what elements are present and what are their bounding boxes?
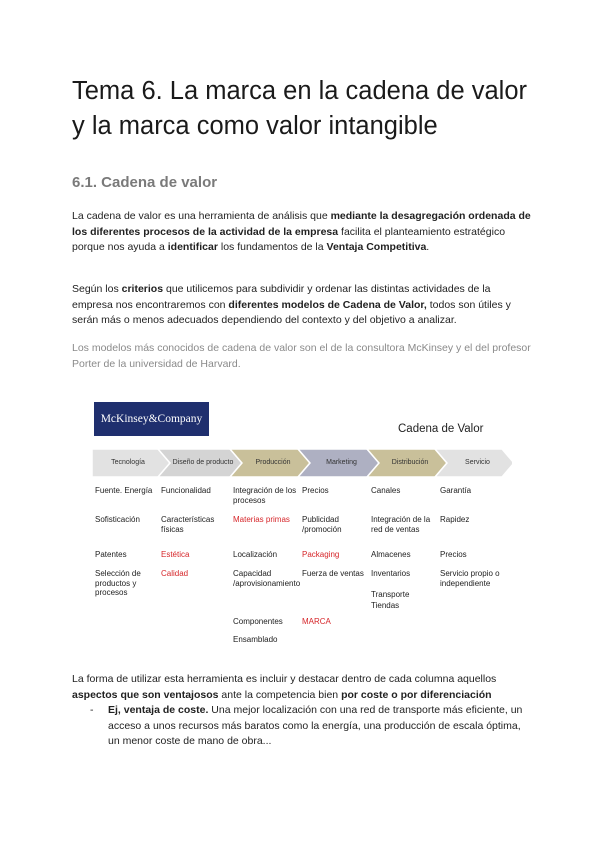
bold-run: identificar bbox=[167, 241, 218, 253]
text-run: La cadena de valor es una herramienta de análisis que bbox=[72, 210, 331, 222]
text-run: todos son útiles y serán más o menos adecuados dependiendo del contexto y del objetivo a analizar. bbox=[72, 298, 511, 326]
value-chain-stage-label: Marketing bbox=[326, 459, 357, 466]
bullet-list bbox=[72, 703, 532, 750]
value-chain-cell: Estética bbox=[161, 550, 190, 559]
value-chain-cell: Características físicas bbox=[161, 515, 215, 534]
mckinsey-logo: McKinsey&Company bbox=[94, 402, 209, 436]
bold-run: criterios bbox=[121, 283, 164, 295]
text-run: La forma de utilizar esta herramienta es incluir y destacar dentro de cada columna aquellos bbox=[72, 673, 497, 685]
value-chain-cell: Fuerza de ventas bbox=[302, 569, 364, 578]
text-run: Según los bbox=[72, 283, 122, 295]
value-chain-cell: Servicio propio o independiente bbox=[440, 569, 500, 588]
value-chain-cell: Canales bbox=[371, 486, 401, 495]
value-chain-figure bbox=[92, 402, 512, 650]
value-chain-cell: Componentes bbox=[233, 617, 283, 626]
section-title: 6.1. Cadena de valor bbox=[72, 174, 218, 191]
value-chain-cell: Precios bbox=[440, 550, 467, 559]
bold-run: por coste o por diferenciación bbox=[341, 688, 492, 701]
text-run: que utilicemos para subdividir y ordenar las distintas actividades de la empresa nos encontraremos con bbox=[72, 283, 491, 311]
bold-run: Ventaja Competitiva bbox=[326, 241, 427, 253]
value-chain-cell: Funcionalidad bbox=[161, 486, 211, 495]
bullet-dash: - bbox=[90, 704, 94, 716]
text-run: . bbox=[426, 241, 430, 253]
text-run: facilita el planteamiento estratégico porque nos ayuda a bbox=[72, 225, 506, 253]
text-run: Una mejor localización con una red de transporte más eficiente, un acceso a unos recursos más baratos como la energía, una producción de escala óptima, un menor coste de mano de obra... bbox=[108, 704, 523, 747]
value-chain-cell: Almacenes bbox=[371, 550, 411, 559]
value-chain-cell: Patentes bbox=[95, 550, 127, 559]
bold-run: Ej, ventaja de coste. bbox=[108, 704, 209, 716]
chart-title: Cadena de Valor bbox=[398, 423, 484, 435]
value-chain-cell: Sofisticación bbox=[95, 515, 140, 524]
bold-run: mediante la desagregación ordenada de los diferentes procesos de la actividad de la empresa bbox=[72, 210, 531, 238]
value-chain-stage-label: Tecnología bbox=[111, 459, 145, 466]
value-chain-cell: Integración de la red de ventas bbox=[371, 515, 431, 534]
value-chain-cell: MARCA bbox=[302, 617, 331, 626]
value-chain-stage-label: Distribución bbox=[391, 459, 429, 466]
value-chain-cell: Inventarios bbox=[371, 569, 411, 578]
value-chain-cell: Ensamblado bbox=[233, 635, 278, 644]
value-chain-cell: Precios bbox=[302, 486, 329, 495]
value-chain-stage-label: Servicio bbox=[465, 459, 490, 466]
value-chain-cell: Localización bbox=[233, 550, 278, 559]
page-title: Tema 6. La marca en la cadena de valor y la marca como valor intangible bbox=[72, 77, 528, 140]
value-chain-cell: Calidad bbox=[161, 569, 189, 578]
value-chain-stage-label: Diseño de producto bbox=[172, 459, 234, 466]
value-chain-cell: Packaging bbox=[302, 550, 340, 559]
value-chain-cell: Integración de los procesos bbox=[233, 486, 297, 505]
bold-run: diferentes modelos de Cadena de Valor, bbox=[228, 298, 427, 311]
text-run: los fundamentos de la bbox=[217, 241, 327, 253]
value-chain-cell: Selección de productos y procesos bbox=[95, 569, 141, 597]
paragraph-criteria bbox=[72, 282, 532, 329]
paragraph-models: Los modelos más conocidos de cadena de valor son el de la consultora McKinsey y el del profesor Porter de la universidad de Harvard. bbox=[72, 342, 531, 370]
paragraph-intro bbox=[72, 209, 532, 256]
value-chain-stage-label: Producción bbox=[255, 459, 291, 466]
value-chain-cell: Publicidad /promoción bbox=[302, 515, 342, 534]
paragraph-usage bbox=[72, 672, 532, 703]
value-chain-cell: Materias primas bbox=[233, 515, 290, 524]
value-chain-cell: Tiendas bbox=[371, 601, 400, 610]
list-item bbox=[72, 703, 532, 750]
value-chain-cell: Fuente. Energía bbox=[95, 486, 153, 495]
text-run: ante la competencia bien bbox=[218, 688, 342, 701]
bold-run: aspectos que son ventajosos bbox=[72, 688, 219, 701]
value-chain-cell: Garantía bbox=[440, 486, 472, 495]
value-chain-cell: Capacidad /aprovisionamiento bbox=[233, 569, 301, 588]
value-chain-cell: Transporte bbox=[371, 590, 410, 599]
value-chain-cell: Rapidez bbox=[440, 515, 470, 524]
